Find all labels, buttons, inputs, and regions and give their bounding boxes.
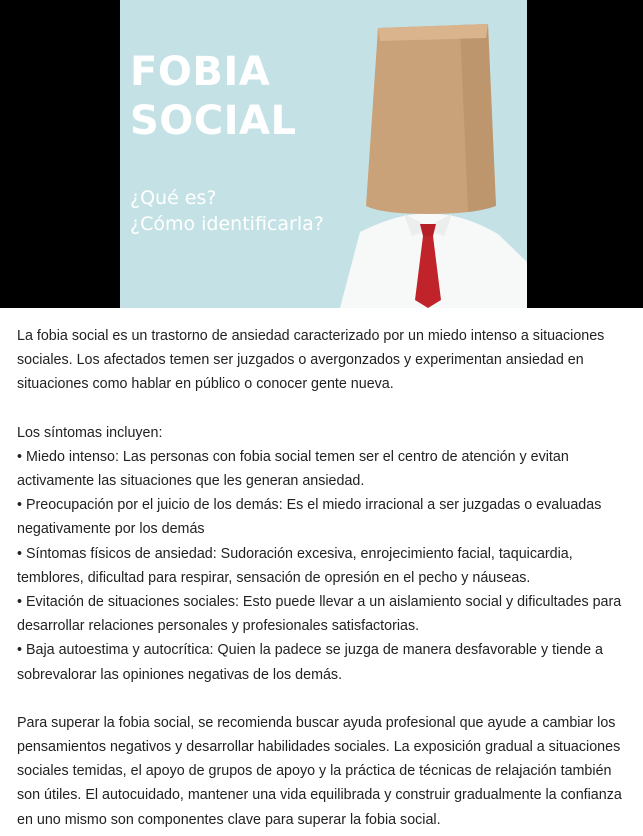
symptom-item: • Síntomas físicos de ansiedad: Sudoración excesiva, enrojecimiento facial, taquicardia, temblores, dificultad para respirar, sensación de opresión en el pecho y náuseas. bbox=[17, 545, 573, 586]
symptom-item: • Baja autoestima y autocrítica: Quien la padece se juzga de manera desfavorable y tiende a sobrevalorar las opiniones negativas de los demás. bbox=[17, 642, 603, 683]
hero-title bbox=[130, 48, 297, 146]
hero-subtitle bbox=[130, 185, 324, 237]
hero-image bbox=[120, 0, 527, 308]
paper-bag-figure bbox=[320, 0, 527, 308]
intro-paragraph: La fobia social es un trastorno de ansiedad caracterizado por un miedo intenso a situaciones sociales. Los afectados temen ser juzgados o avergonzados y experimentan ansiedad en situaciones como hablar en público o conocer gente nueva. bbox=[17, 328, 605, 393]
hero-subtitle-line1: ¿Qué es? bbox=[130, 187, 217, 209]
hero-title-line2: SOCIAL bbox=[130, 98, 297, 144]
hero-title-line1: FOBIA bbox=[130, 49, 271, 95]
hero-subtitle-line2: ¿Cómo identificarla? bbox=[130, 213, 324, 235]
symptom-item: • Miedo intenso: Las personas con fobia social temen ser el centro de atención y evitan activamente las situaciones que les generan ansiedad. bbox=[17, 448, 569, 490]
symptom-item: • Preocupación por el juicio de los demás: Es el miedo irracional a ser juzgadas o evaluadas negativamente por los demás bbox=[17, 497, 602, 538]
symptoms-heading: Los síntomas incluyen: bbox=[17, 424, 163, 441]
symptom-item: • Evitación de situaciones sociales: Esto puede llevar a un aislamiento social y dificultades para desarrollar relaciones personales y profesionales satisfactorias. bbox=[17, 594, 622, 635]
conclusion-paragraph: Para superar la fobia social, se recomienda buscar ayuda profesional que ayude a cambiar los pensamientos negativos y desarrollar habilidades sociales. La exposición gradual a situaciones sociales temidas, el apoyo de grupos de apoyo y la práctica de técnicas de relajación también son útiles. El autocuidado, mantener una vida equilibrada y construir gradualmente la confianza en uno mismo son componentes clave para superar la fobia social. bbox=[17, 714, 622, 828]
hero-banner bbox=[0, 0, 643, 308]
article-body bbox=[0, 308, 643, 832]
